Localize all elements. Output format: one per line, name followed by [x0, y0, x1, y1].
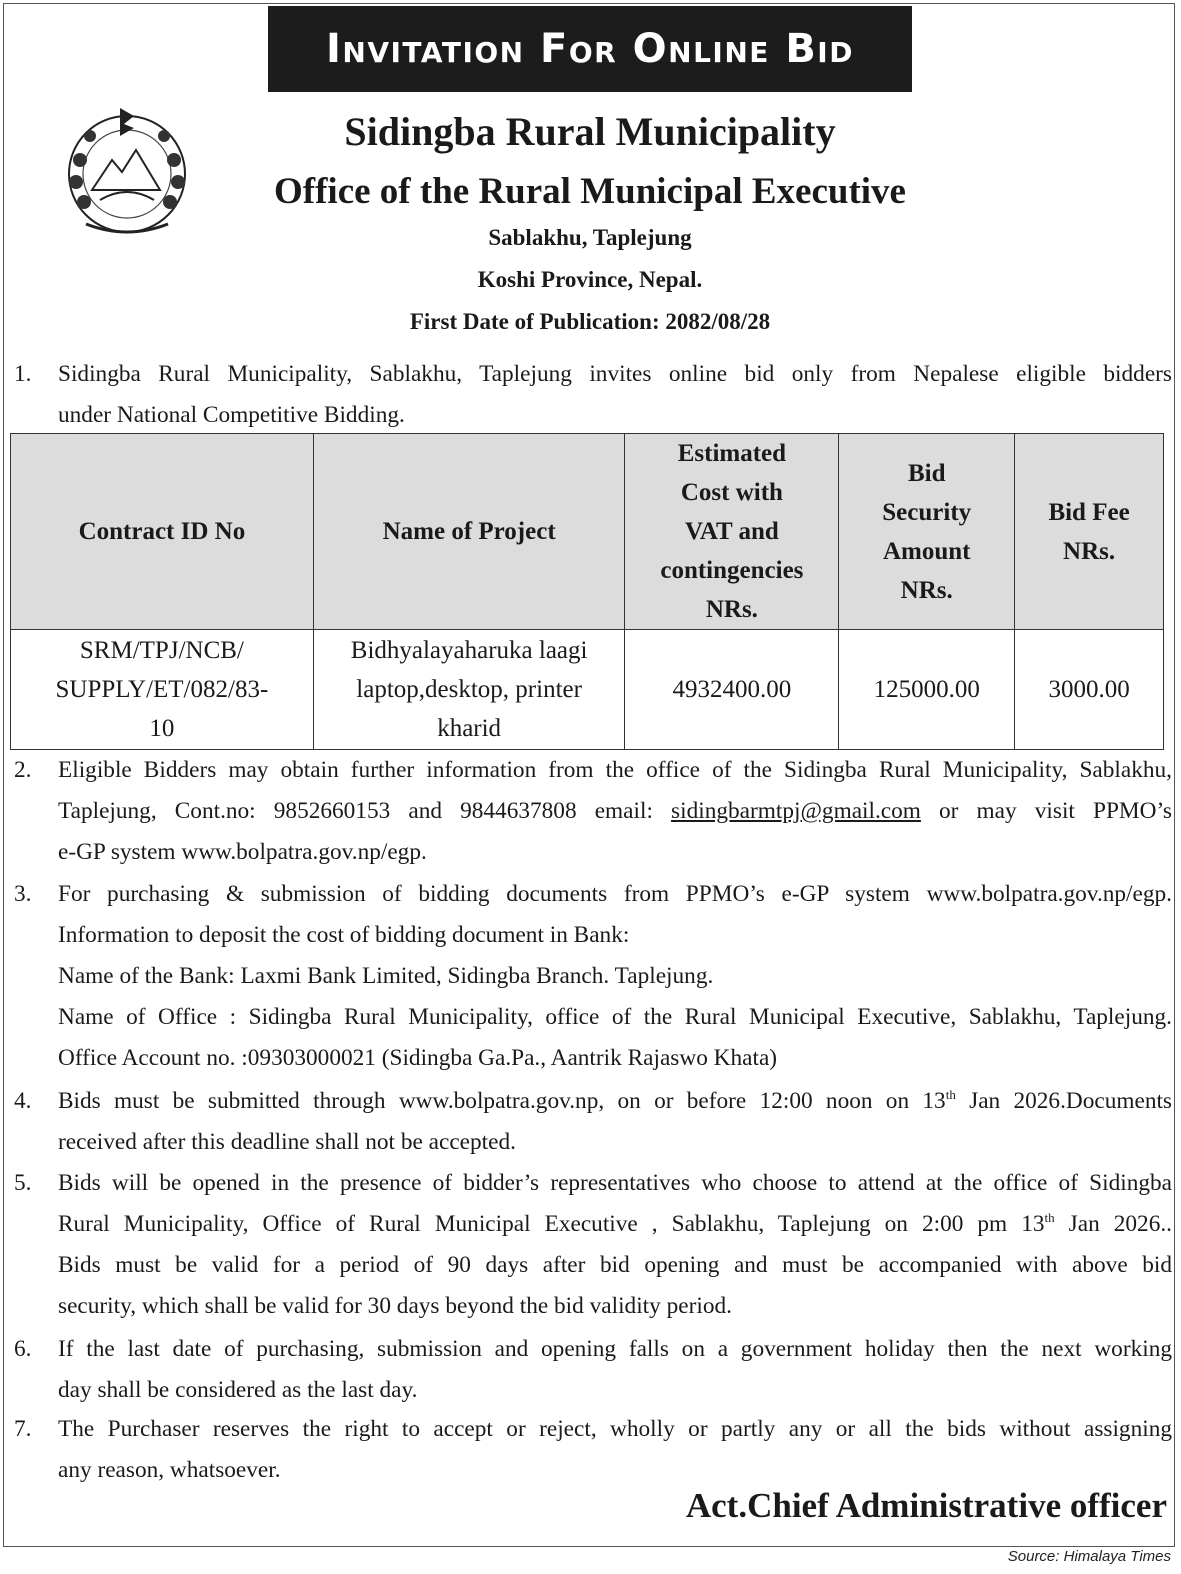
item-text: The Purchaser reserves the right to accept or reject, wholly or partly any or all the bids without assigning [58, 1416, 1172, 1442]
cell-contract-id: SRM/TPJ/NCB/ SUPPLY/ET/082/83- 10 [11, 630, 314, 750]
item-text: Bids must be valid for a period of 90 days after bid opening and must be accompanied with above bid [58, 1252, 1172, 1278]
table-header-row [11, 434, 1164, 630]
item-number: 6. [14, 1336, 32, 1362]
item-text: under National Competitive Bidding. [58, 402, 405, 428]
item-number: 3. [14, 881, 32, 907]
header-contract-id: Contract ID No [11, 434, 314, 630]
item-text: received after this deadline shall not be accepted. [58, 1129, 516, 1155]
table-row [11, 630, 1164, 750]
item-number: 7. [14, 1416, 32, 1442]
item-text: Eligible Bidders may obtain further information from the office of the Sidingba Rural Municipality, Sablakhu, [58, 757, 1172, 783]
item-text: day shall be considered as the last day. [58, 1377, 418, 1403]
cell-project: Bidhyalayaharuka laagi laptop,desktop, printer kharid [313, 630, 625, 750]
item-text: Name of Office : Sidingba Rural Municipality, office of the Rural Municipal Executive, Sablakhu, Taplejung. [58, 1004, 1172, 1030]
list-item [14, 1409, 1172, 1491]
bid-table [10, 433, 1164, 750]
item-text: security, which shall be valid for 30 days beyond the bid validity period. [58, 1293, 732, 1319]
item-text: Name of the Bank: Laxmi Bank Limited, Sidingba Branch. Taplejung. [58, 963, 714, 989]
item-text: e-GP system www.bolpatra.gov.np/egp. [58, 839, 427, 865]
header-cost: Estimated Cost with VAT and contingencies NRs. [625, 434, 839, 630]
item-number: 2. [14, 757, 32, 783]
item-text: Bids will be opened in the presence of bidder’s representatives who choose to attend at the office of Sidingba [58, 1170, 1172, 1196]
item-number: 4. [14, 1088, 32, 1114]
list-item [14, 1081, 1172, 1163]
cell-cost: 4932400.00 [625, 630, 839, 750]
org-name: Sidingba Rural Municipality [344, 109, 836, 154]
office-name: Office of the Rural Municipal Executive [274, 171, 906, 212]
list-item [14, 354, 1172, 436]
email-link[interactable]: sidingbarmtpj@gmail.com [671, 798, 921, 824]
item-text: any reason, whatsoever. [58, 1457, 281, 1483]
item-text: Sidingba Rural Municipality, Sablakhu, Taplejung invites online bid only from Nepalese eligible bidders [58, 361, 1172, 387]
item-text: Taplejung, Cont.no: 9852660153 and 9844637808 email: sidingbarmtpj@gmail.com or may visit PPMO’s [58, 798, 1173, 824]
notice-title-banner [268, 6, 912, 92]
item-text: Rural Municipality, Office of Rural Municipal Executive , Sablakhu, Taplejung on 2:00 pm 13th Jan 2026.. [58, 1210, 1173, 1237]
list-item [14, 1163, 1172, 1327]
publication-date: First Date of Publication: 2082/08/28 [409, 309, 771, 334]
item-text: For purchasing & submission of bidding documents from PPMO’s e-GP system www.bolpatra.gov.np/egp. [58, 881, 1172, 907]
banner-text: Invitation For Online Bid [326, 26, 854, 72]
nepal-emblem-icon [56, 100, 198, 242]
item-text: If the last date of purchasing, submission and opening falls on a government holiday then the next working [58, 1336, 1172, 1362]
address-line-2: Koshi Province, Nepal. [477, 267, 703, 292]
item-text: Information to deposit the cost of bidding document in Bank: [58, 922, 630, 948]
list-item [14, 1329, 1172, 1411]
item-text: Office Account no. :09303000021 (Sidingba Ga.Pa., Aantrik Rajaswo Khata) [58, 1045, 778, 1071]
header-fee: Bid Fee NRs. [1015, 434, 1164, 630]
item-number: 5. [14, 1170, 32, 1196]
item-text: Bids must be submitted through www.bolpatra.gov.np, on or before 12:00 noon on 13th Jan 2026.Documents [58, 1087, 1173, 1114]
source-caption: Source: Himalaya Times [1007, 1548, 1171, 1565]
cell-security: 125000.00 [839, 630, 1015, 750]
address-line-1: Sablakhu, Taplejung [488, 225, 692, 250]
cell-fee: 3000.00 [1015, 630, 1164, 750]
list-item [14, 750, 1172, 873]
signature-title: Act.Chief Administrative officer [685, 1486, 1167, 1525]
header-project: Name of Project [313, 434, 625, 630]
header-security: Bid Security Amount NRs. [839, 434, 1015, 630]
item-number: 1. [14, 361, 32, 387]
list-item [14, 874, 1172, 1079]
